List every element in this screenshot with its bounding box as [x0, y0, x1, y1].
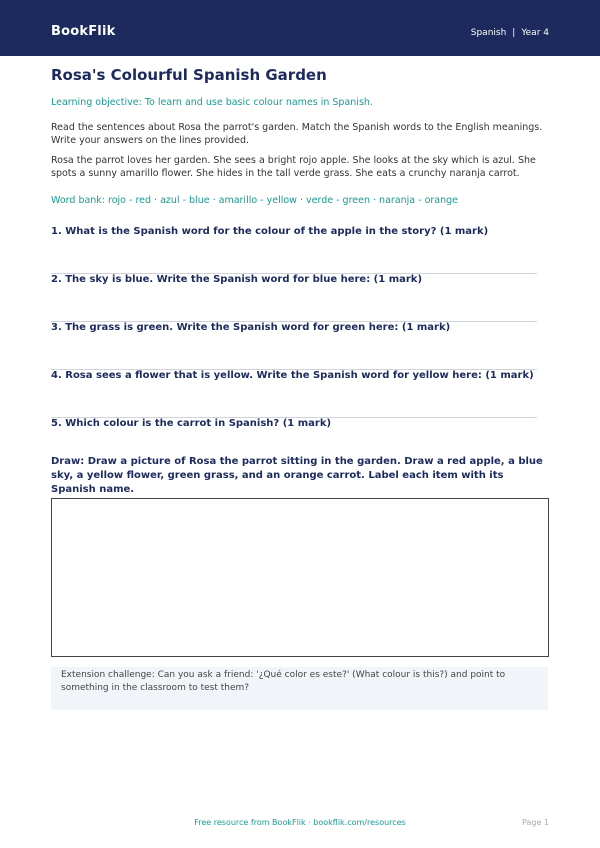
- page-header: [0, 0, 600, 56]
- question-2: 2. The sky is blue. Write the Spanish word for blue here: (1 mark): [51, 274, 423, 285]
- extension-box: [51, 667, 548, 710]
- question-5: 5. Which colour is the carrot in Spanish? (1 mark): [51, 418, 332, 429]
- brand-logo: BookFlik: [51, 24, 116, 39]
- draw-task: Draw: Draw a picture of Rosa the parrot sitting in the garden. Draw a red apple, a blue sky, a yellow flower, green grass, and an orange carrot. Label each item with its Spanish name.: [51, 456, 543, 495]
- extension-text: Extension challenge: Can you ask a friend: '¿Qué color es este?' (What colour is this?) and point to something in the classroom to test them?: [61, 670, 506, 693]
- instructions-text: Read the sentences about Rosa the parrot's garden. Match the Spanish words to the English meanings. Write your answers on the lines provided.: [51, 122, 543, 146]
- year-label: Year 4: [521, 28, 549, 38]
- page-number: Page 1: [522, 818, 549, 827]
- footer-credit: Free resource from BookFlik · bookflik.com/resources: [194, 818, 406, 827]
- question-3: 3. The grass is green. Write the Spanish word for green here: (1 mark): [51, 322, 451, 333]
- subject-label: Spanish: [470, 28, 507, 38]
- worksheet-title: Rosa's Colourful Spanish Garden: [51, 66, 327, 84]
- question-4: 4. Rosa sees a flower that is yellow. Write the Spanish word for yellow here: (1 mark): [51, 370, 534, 381]
- story-text: Rosa the parrot loves her garden. She sees a bright rojo apple. She looks at the sky which is azul. She spots a sunny amarillo flower. She hides in the tall verde grass. She eats a crunchy naranja carrot.: [51, 155, 536, 179]
- question-1: 1. What is the Spanish word for the colour of the apple in the story? (1 mark): [51, 226, 489, 237]
- word-bank: Word bank: rojo - red · azul - blue · amarillo - yellow · verde - green · naranja - orange: [51, 195, 459, 206]
- meta-separator: |: [512, 28, 516, 38]
- drawing-box[interactable]: [51, 498, 549, 657]
- learning-objective: Learning objective: To learn and use basic colour names in Spanish.: [51, 97, 373, 108]
- header-meta: [471, 26, 549, 40]
